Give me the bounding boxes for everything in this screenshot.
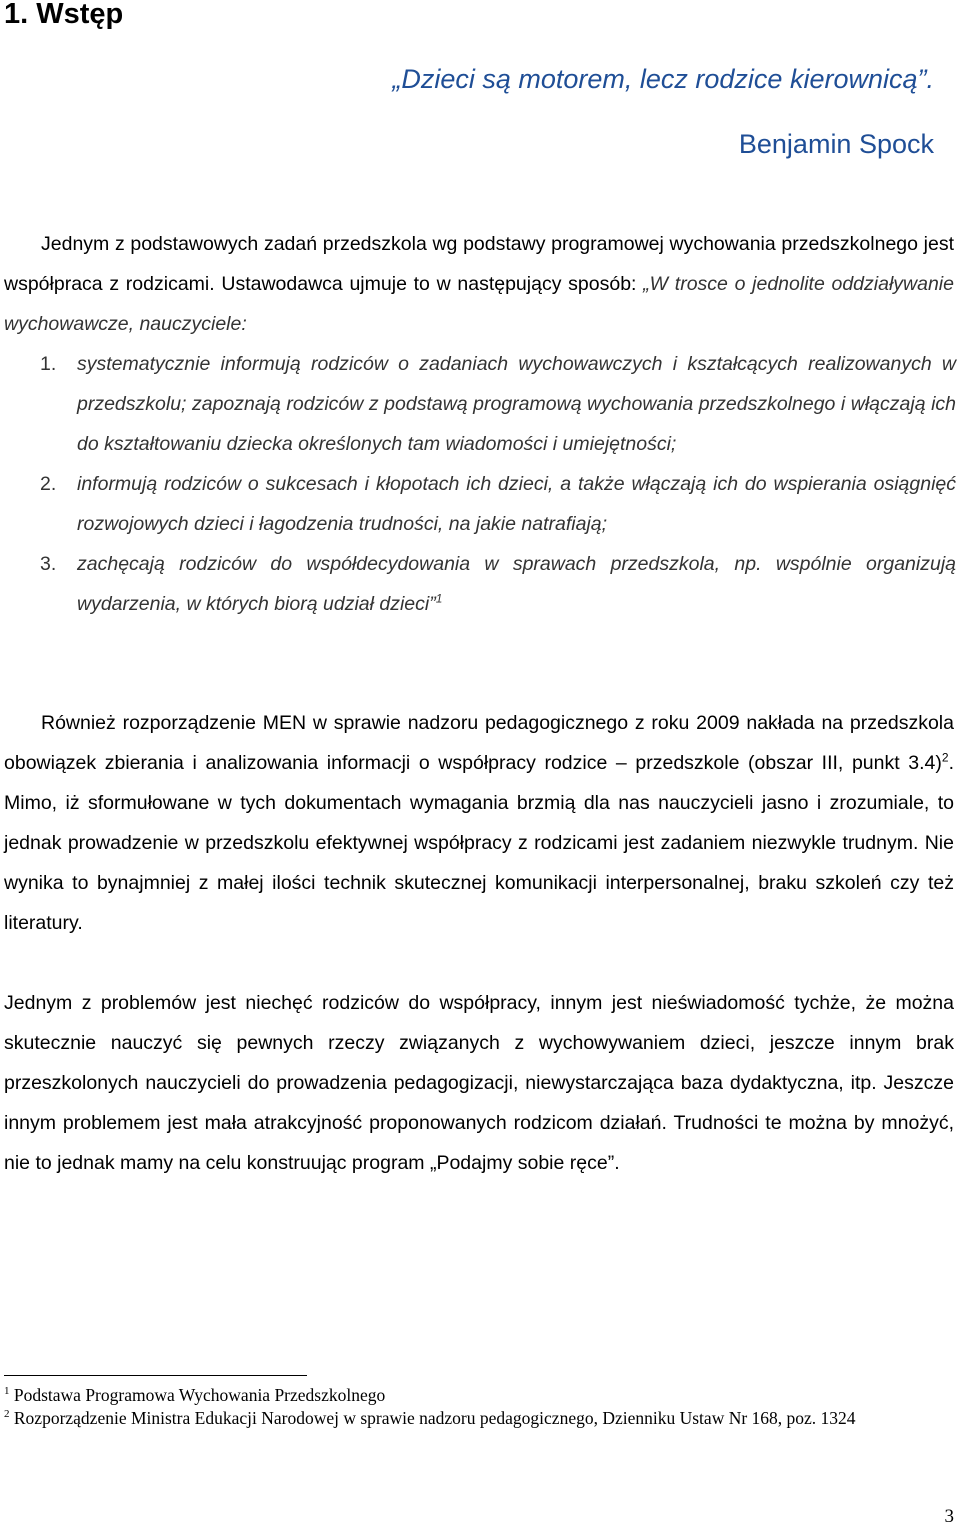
list-item-text: systematycznie informują rodziców o zadaniach wychowawczych i kształcących realizowanych w przedszkolu; zapoznają rodziców z podstawą programową wychowania przedszkolnego i włączają ich do kształtowaniu dziecka określonych tam wiadomości i umiejętności; bbox=[77, 353, 956, 455]
page-number: 3 bbox=[944, 1506, 954, 1527]
section-heading: 1. Wstęp bbox=[4, 0, 124, 30]
footnote-separator bbox=[4, 1375, 307, 1376]
list-item-number: 2. bbox=[40, 473, 57, 495]
footnote-number: 2 bbox=[4, 1408, 10, 1421]
list-item-text: zachęcają rodziców do współdecydowania w sprawach przedszkola, np. wspólnie organizują wydarzenia, w których biorą udział dzieci” bbox=[77, 553, 956, 615]
list-item bbox=[40, 464, 956, 544]
footnote-text: Podstawa Programowa Wychowania Przedszkolnego bbox=[9, 1385, 386, 1405]
list-item-text: informują rodziców o sukcesach i kłopotach ich dzieci, a także włączają ich do wspierania osiągnięć rozwojowych dzieci i łagodzenia trudności, na jakie natrafiają; bbox=[77, 473, 956, 535]
list-item-number: 1. bbox=[40, 353, 57, 375]
epigraph-author: Benjamin Spock bbox=[738, 129, 934, 159]
footnote-1 bbox=[4, 1384, 944, 1407]
epigraph-quote: „Dzieci są motorem, lecz rodzice kierownicą”. bbox=[392, 64, 934, 94]
teacher-duties-list bbox=[40, 344, 956, 624]
paragraph-2-text-b: . Mimo, iż sformułowane w tych dokumentach wymagania brzmią dla nas nauczycieli jasno i zrozumiale, to jednak prowadzenie w przedszkolu efektywnej współpracy z rodzicami jest zadaniem niezwykle trudnym. Nie wynika to bynajmniej z małej ilości technik skutecznej komunikacji interpersonalnej, braku szkoleń czy też literatury. bbox=[4, 752, 954, 934]
paragraph-2-text-a: Również rozporządzenie MEN w sprawie nadzoru pedagogicznego z roku 2009 nakłada na przedszkola obowiązek zbierania i analizowania informacji o współpracy rodzice – przedszkole (obszar III, punkt 3.4) bbox=[4, 712, 954, 774]
paragraph-3: Jednym z problemów jest niechęć rodziców do współpracy, innym jest nieświadomość tychże, że można skutecznie nauczyć się pewnych rzeczy związanych z wychowywaniem dzieci, jeszcze innym brak przeszkolonych nauczycieli do prowadzenia pedagogizacji, niewystarczająca baza dydaktyczna, itp. Jeszcze innym problemem jest mała atrakcyjność proponowanych rodzicom działań. Trudności te można by mnożyć, nie to jednak mamy na celu konstruując program „Podajmy sobie ręce”. bbox=[4, 992, 954, 1174]
footnotes bbox=[4, 1384, 944, 1430]
footnote-2 bbox=[4, 1407, 944, 1430]
footnote-ref-2[interactable]: 2 bbox=[941, 750, 949, 765]
footnote-ref-1[interactable]: 1 bbox=[435, 591, 443, 606]
paragraph-1 bbox=[4, 224, 954, 344]
paragraph-2 bbox=[4, 703, 954, 943]
list-item bbox=[40, 344, 956, 464]
paragraph-1-text: Jednym z podstawowych zadań przedszkola wg podstawy programowej wychowania przedszkolnego jest współpraca z rodzicami. Ustawodawca ujmuje to w następujący sposób: bbox=[4, 233, 954, 295]
list-item bbox=[40, 544, 956, 624]
list-item-number: 3. bbox=[40, 553, 57, 575]
footnote-text: Rozporządzenie Ministra Edukacji Narodowej w sprawie nadzoru pedagogicznego, Dzienniku Ustaw Nr 168, poz. 1324 bbox=[9, 1408, 856, 1428]
footnote-number: 1 bbox=[4, 1385, 10, 1398]
quote-intro: „W trosce o jednolite oddziaływanie wychowawcze, nauczyciele: bbox=[4, 273, 954, 335]
